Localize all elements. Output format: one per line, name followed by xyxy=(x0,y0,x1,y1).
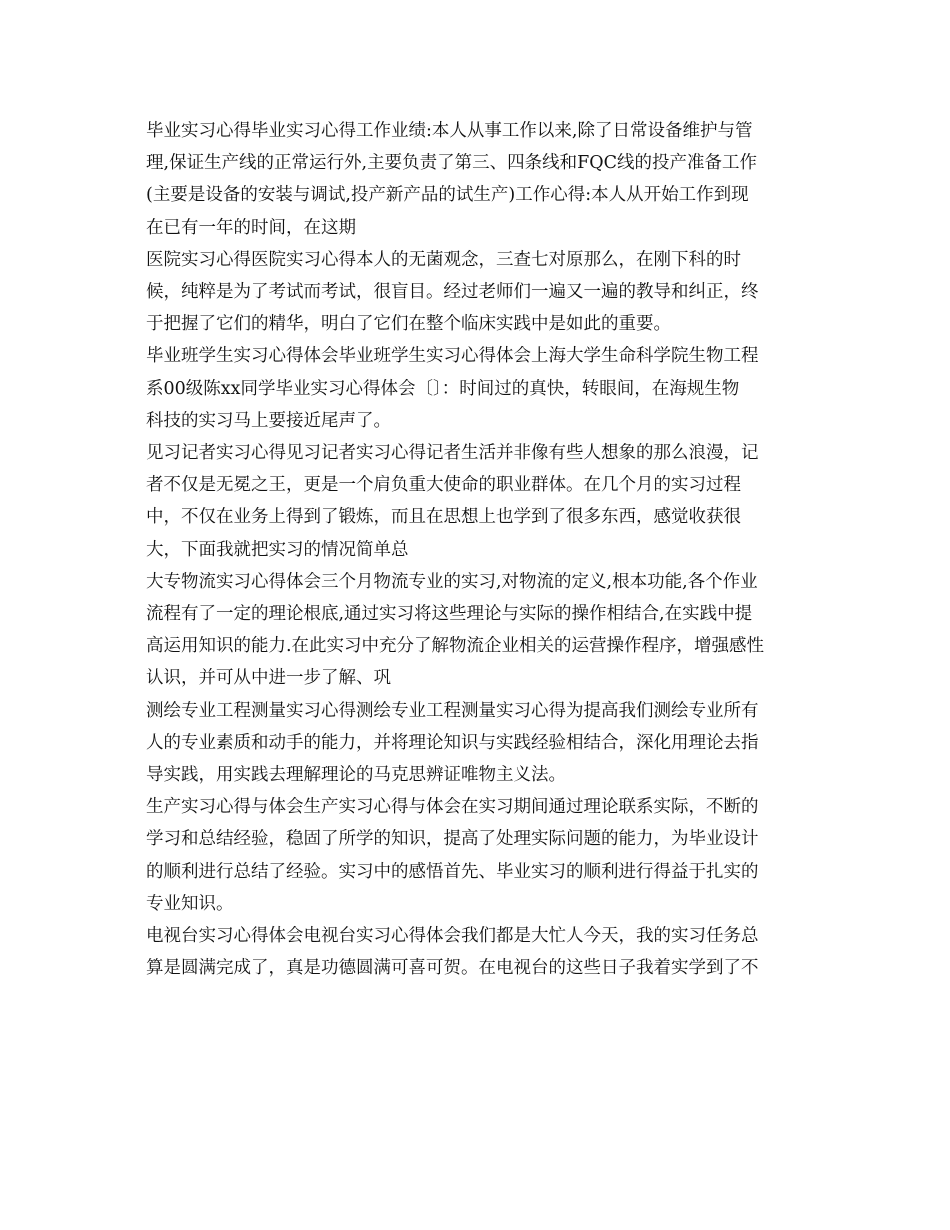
text-line: 在已有一年的时间，在这期 xyxy=(146,217,356,238)
text-line: 医院实习心得医院实习心得本人的无菌观念，三查七对原那么，在刚下科的时 xyxy=(146,249,741,270)
paragraph-trainee-reporter xyxy=(146,437,806,566)
text-line: 学习和总结经验，稳固了所学的知识，提高了处理实际问题的能力，为毕业设计 xyxy=(146,829,759,850)
text-line: 毕业班学生实习心得体会毕业班学生实习心得体会上海大学生命科学院生物工程 xyxy=(146,346,759,367)
text-line: 流程有了一定的理论根底,通过实习将这些理论与实际的操作相结合,在实践中提 xyxy=(146,604,753,625)
text-line: 见习记者实习心得见习记者实习心得记者生活并非像有些人想象的那么浪漫，记 xyxy=(146,443,759,464)
text-line: 导实践，用实践去理解理论的马克思辨证唯物主义法。 xyxy=(146,765,566,786)
text-line: 大，下面我就把实习的情况简单总 xyxy=(146,539,409,560)
paragraph-hospital-internship xyxy=(146,244,806,341)
text-line: 专业知识。 xyxy=(146,893,234,914)
text-line: 电视台实习心得体会电视台实习心得体会我们都是大忙人今天，我的实习任务总 xyxy=(146,926,759,947)
text-line: (主要是设备的安装与调试,投产新产品的试生产)工作心得:本人从开始工作到现 xyxy=(146,185,749,206)
document-body xyxy=(146,115,806,984)
text-line: 科技的实习马上要接近尾声了。 xyxy=(146,410,391,431)
text-line: 高运用知识的能力.在此实习中充分了解物流企业相关的运营操作程序，增强感性 xyxy=(146,636,765,657)
paragraph-tv-station-internship xyxy=(146,920,806,984)
text-line: 者不仅是无冕之王，更是一个肩负重大使命的职业群体。在几个月的实习过程 xyxy=(146,475,741,496)
text-line: 人的专业素质和动手的能力，并将理论知识与实践经验相结合，深化用理论去指 xyxy=(146,732,759,753)
text-line: 于把握了它们的精华，明白了它们在整个临床实践中是如此的重要。 xyxy=(146,314,671,335)
paragraph-graduation-internship xyxy=(146,115,806,244)
paragraph-surveying-internship xyxy=(146,695,806,792)
paragraph-logistics-internship xyxy=(146,566,806,695)
text-line: 算是圆满完成了，真是功德圆满可喜可贺。在电视台的这些日子我着实学到了不 xyxy=(146,958,759,979)
paragraph-production-internship xyxy=(146,791,806,920)
text-line: 认识，并可从中进一步了解、巩 xyxy=(146,668,391,689)
text-line: 中，不仅在业务上得到了锻炼，而且在思想上也学到了很多东西，感觉收获很 xyxy=(146,507,741,528)
text-line: 毕业实习心得毕业实习心得工作业绩:本人从事工作以来,除了日常设备维护与管 xyxy=(146,121,753,141)
text-line: 理,保证生产线的正常运行外,主要负责了第三、四条线和FQC线的投产准备工作 xyxy=(146,153,758,174)
text-line: 生产实习心得与体会生产实习心得与体会在实习期间通过理论联系实际，不断的 xyxy=(146,797,759,818)
text-line: 系00级陈xx同学毕业实习心得体会〔〕：时间过的真快，转眼间，在海规生物 xyxy=(146,378,740,399)
paragraph-graduating-student xyxy=(146,340,806,437)
text-line: 大专物流实习心得体会三个月物流专业的实习,对物流的定义,根本功能,各个作业 xyxy=(146,571,758,592)
text-line: 候，纯粹是为了考试而考试，很盲目。经过老师们一遍又一遍的教导和纠正，终 xyxy=(146,282,759,303)
text-line: 测绘专业工程测量实习心得测绘专业工程测量实习心得为提高我们测绘专业所有 xyxy=(146,700,759,721)
text-line: 的顺利进行总结了经验。实习中的感悟首先、毕业实习的顺利进行得益于扎实的 xyxy=(146,861,759,882)
